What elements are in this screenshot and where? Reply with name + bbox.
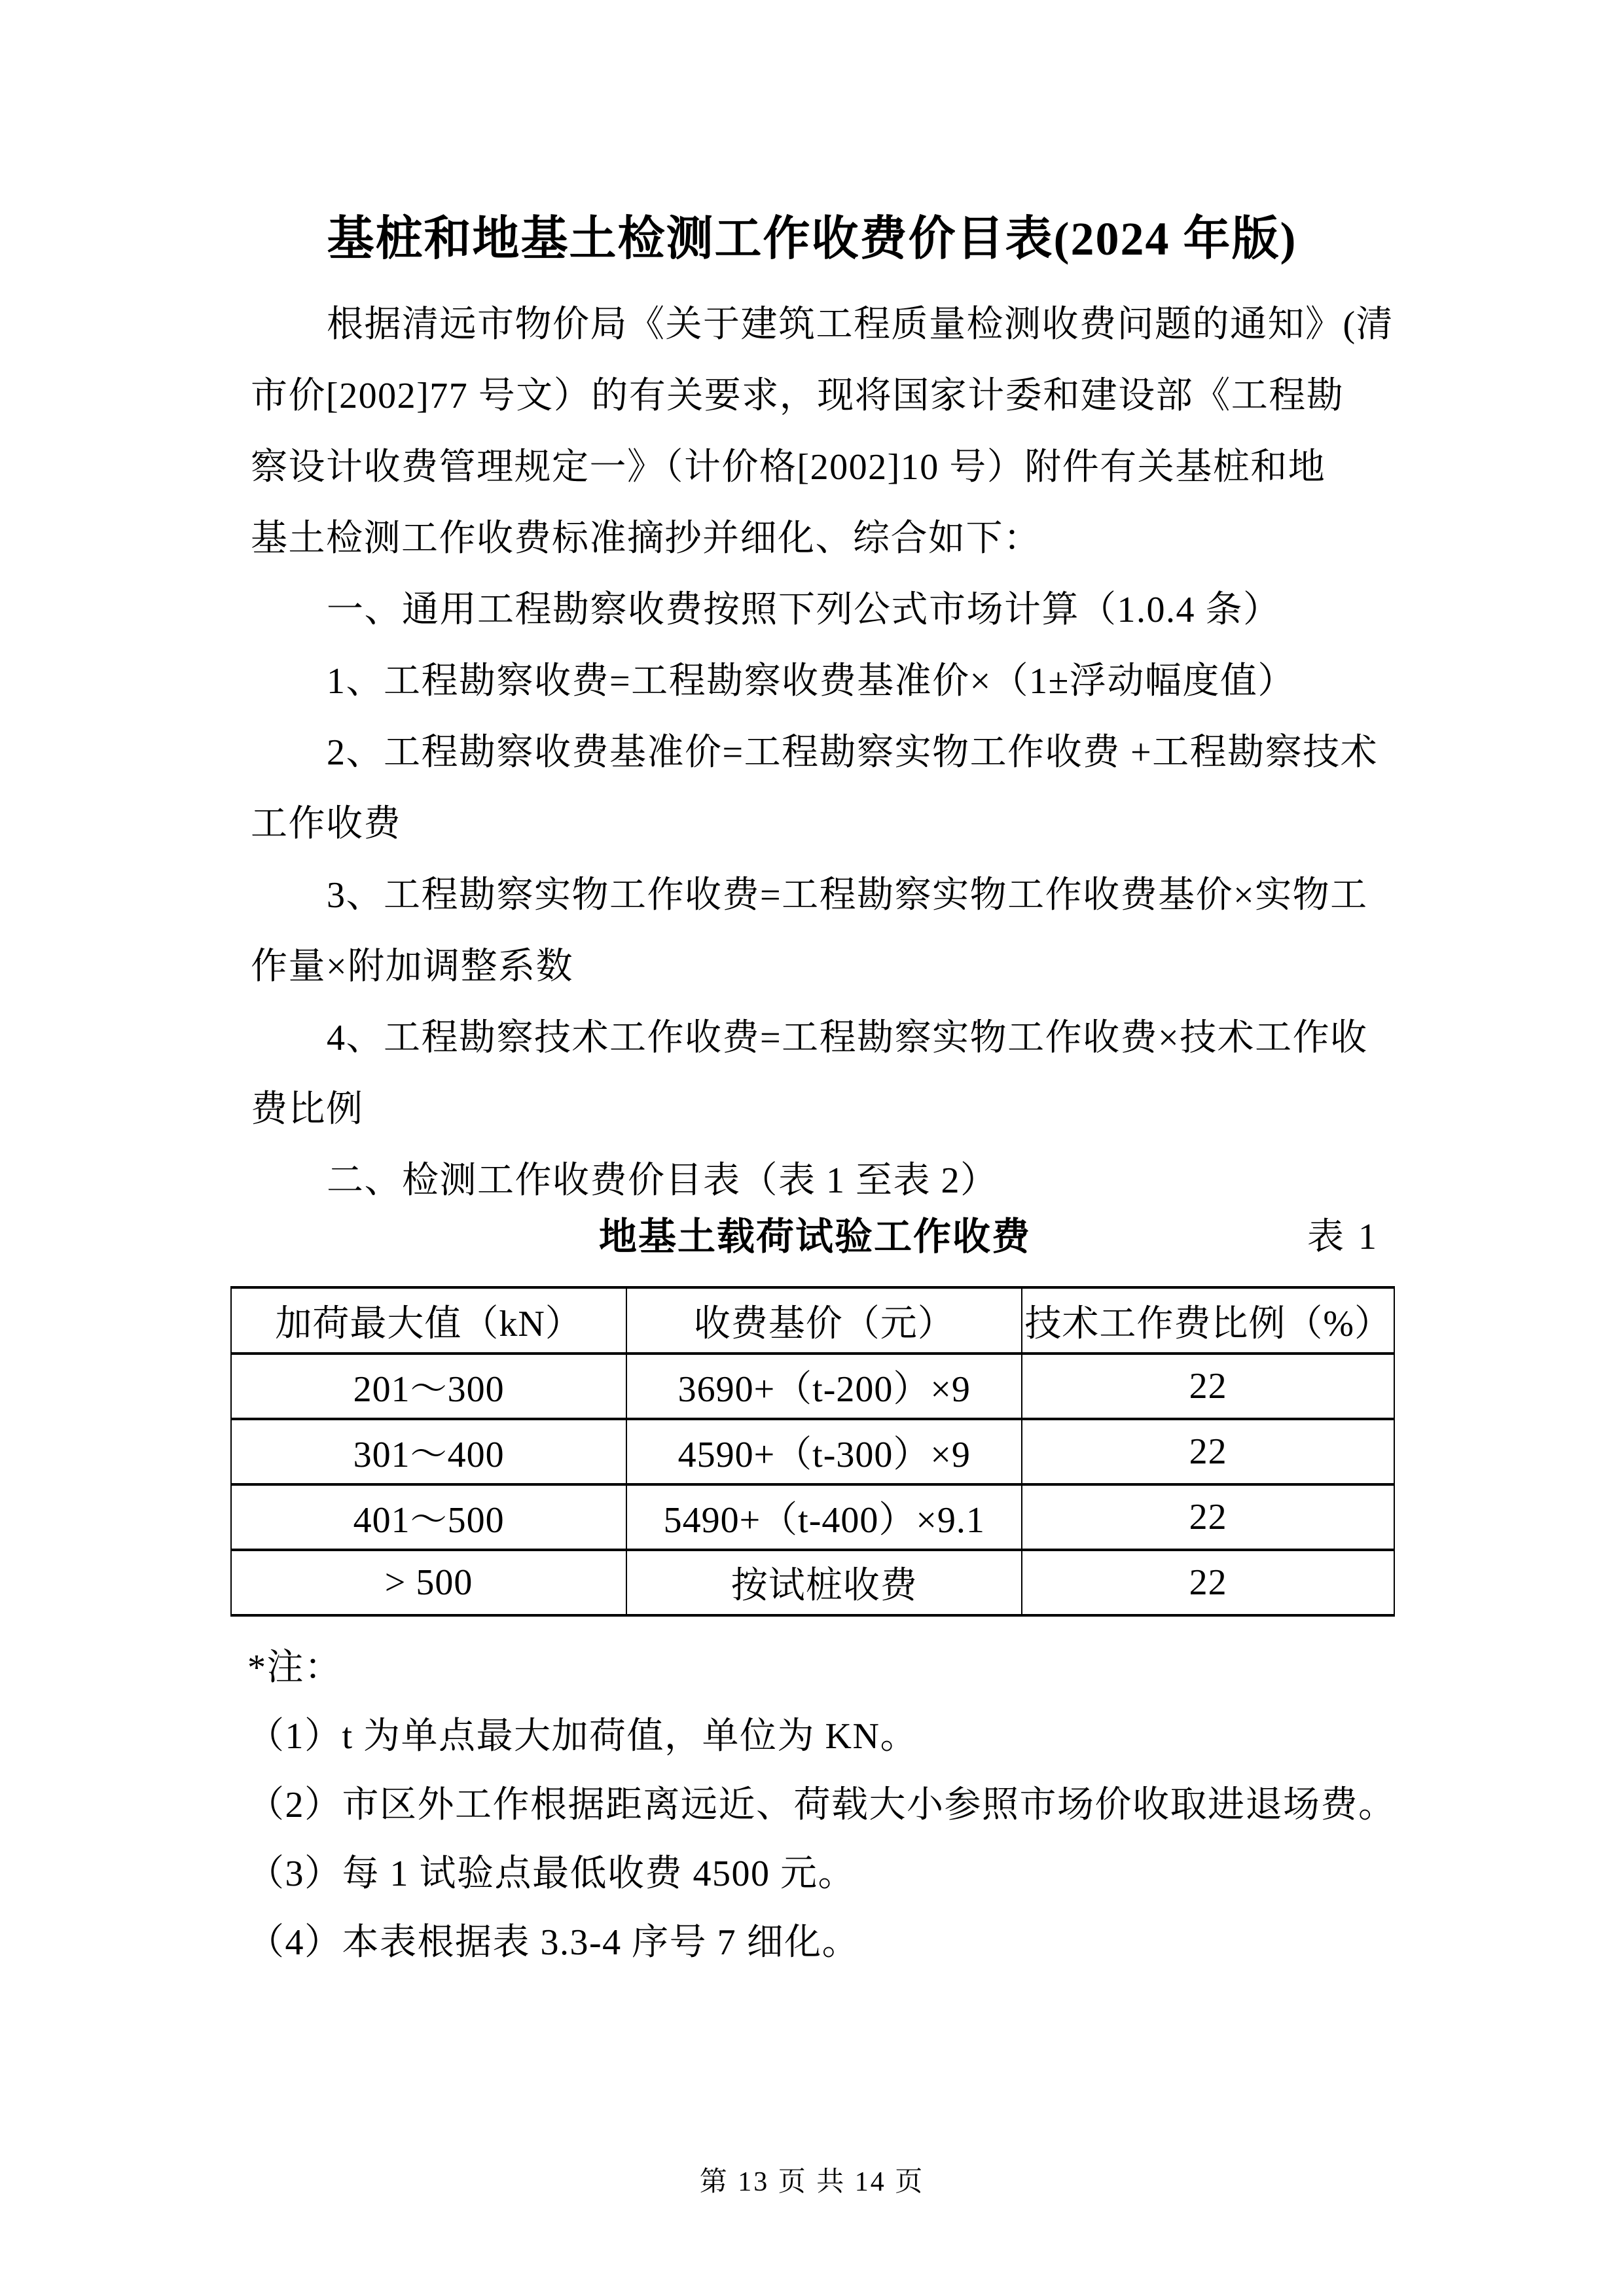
body-line: 工作收费 xyxy=(251,804,401,844)
table-header-cell: 收费基价（元） xyxy=(626,1287,1022,1354)
body-line: 1、工程勘察收费=工程勘察收费基准价×（1±浮动幅度值） xyxy=(327,661,1295,702)
note-item: （2）市区外工作根据距离远近、荷载大小参照市场价收取进退场费。 xyxy=(247,1785,1396,1825)
table-caption-row xyxy=(251,1210,1379,1265)
table-cell: 5490+（t-400）×9.1 xyxy=(626,1484,1022,1550)
body-line: 3、工程勘察实物工作收费=工程勘察实物工作收费基价×实物工 xyxy=(327,875,1368,916)
table-cell: 按试桩收费 xyxy=(626,1550,1022,1615)
table-cell: 4590+（t-300）×9 xyxy=(626,1419,1022,1484)
body-line: 费比例 xyxy=(251,1089,364,1130)
fee-table xyxy=(230,1286,1395,1617)
table-cell: 22 xyxy=(1022,1550,1394,1615)
table-cell: 22 xyxy=(1022,1354,1394,1419)
table-cell: 401～500 xyxy=(231,1484,626,1550)
table-header-cell: 技术工作费比例（%） xyxy=(1022,1287,1394,1354)
table-header-row xyxy=(231,1287,1394,1354)
table-row xyxy=(231,1419,1394,1484)
body-line: 察设计收费管理规定一》（计价格[2002]10 号）附件有关基桩和地 xyxy=(251,447,1326,488)
note-item: （3）每 1 试验点最低收费 4500 元。 xyxy=(247,1854,856,1894)
table-row xyxy=(231,1354,1394,1419)
body-line: 二、检测工作收费价目表（表 1 至表 2） xyxy=(327,1160,998,1201)
body-line: 作量×附加调整系数 xyxy=(251,946,574,987)
body-text xyxy=(251,289,1394,1217)
body-line: 一、通用工程勘察收费按照下列公式市场计算（1.0.4 条） xyxy=(327,590,1281,630)
table-cell: 3690+（t-200）×9 xyxy=(626,1354,1022,1419)
body-line: 基土检测工作收费标准摘抄并细化、综合如下： xyxy=(251,518,1041,559)
page-footer: 第 13 页 共 14 页 xyxy=(699,2167,925,2197)
table-cell: 301～400 xyxy=(231,1419,626,1484)
document-title: 基桩和地基土检测工作收费价目表(2024 年版) xyxy=(327,213,1297,265)
table-caption: 地基土载荷试验工作收费 xyxy=(598,1215,1031,1258)
table-cell: 22 xyxy=(1022,1484,1394,1550)
table-number-label: 表 1 xyxy=(1307,1217,1379,1257)
note-item: （1）t 为单点最大加荷值，单位为 KN。 xyxy=(247,1716,918,1757)
table-cell: 22 xyxy=(1022,1419,1394,1484)
notes-heading: *注： xyxy=(247,1647,342,1688)
notes xyxy=(247,1634,1399,1977)
table-cell: > 500 xyxy=(231,1550,626,1615)
body-line: 4、工程勘察技术工作收费=工程勘察实物工作收费×技术工作收 xyxy=(327,1018,1368,1058)
table-row xyxy=(231,1550,1394,1615)
body-line: 根据清远市物价局《关于建筑工程质量检测收费问题的通知》(清 xyxy=(327,304,1394,345)
table-row xyxy=(231,1484,1394,1550)
body-line: 2、工程勘察收费基准价=工程勘察实物工作收费 +工程勘察技术 xyxy=(327,732,1379,773)
body-line: 市价[2002]77 号文）的有关要求，现将国家计委和建设部《工程勘 xyxy=(251,376,1344,416)
table-header-cell: 加荷最大值（kN） xyxy=(231,1287,626,1354)
table-cell: 201～300 xyxy=(231,1354,626,1419)
note-item: （4）本表根据表 3.3-4 序号 7 细化。 xyxy=(247,1922,860,1963)
